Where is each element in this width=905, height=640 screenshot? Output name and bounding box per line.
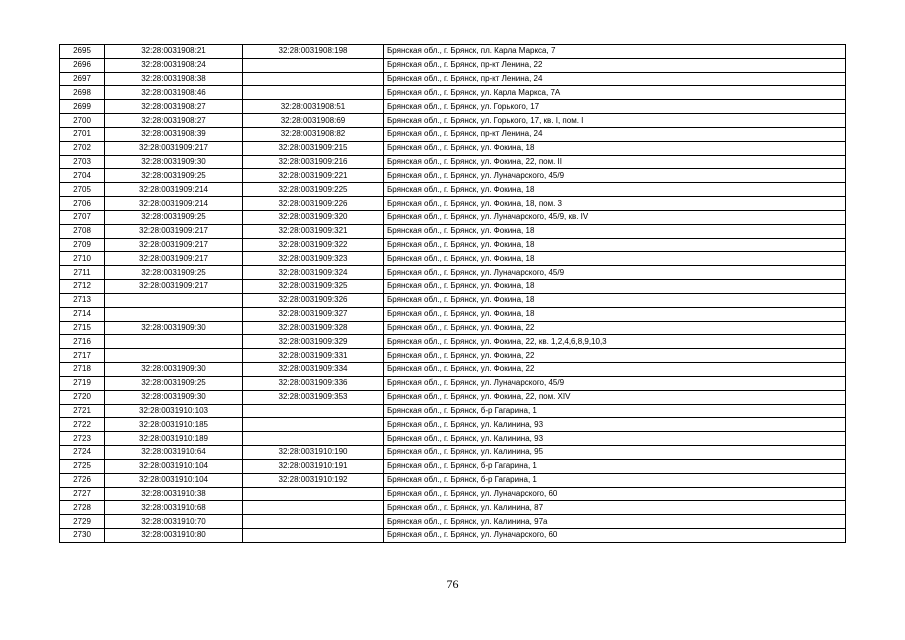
- address-cell: Брянская обл., г. Брянск, ул. Фокина, 22, кв. 1,2,4,6,8,9,10,3: [384, 335, 846, 349]
- row-number-cell: 2723: [60, 432, 105, 446]
- registry-table-body: [60, 45, 846, 543]
- address-cell: Брянская обл., г. Брянск, ул. Калинина, 87: [384, 501, 846, 515]
- address-cell: Брянская обл., г. Брянск, ул. Фокина, 18: [384, 141, 846, 155]
- address-cell: Брянская обл., г. Брянск, ул. Фокина, 22: [384, 349, 846, 363]
- table-row: [60, 293, 846, 307]
- table-row: [60, 197, 846, 211]
- table-row: [60, 155, 846, 169]
- building-cadastral-number-cell: [243, 432, 384, 446]
- address-cell: Брянская обл., г. Брянск, ул. Калинина, 97а: [384, 515, 846, 529]
- address-cell: Брянская обл., г. Брянск, ул. Фокина, 18: [384, 238, 846, 252]
- land-cadastral-number-cell: 32:28:0031909:214: [105, 183, 243, 197]
- address-cell: Брянская обл., г. Брянск, б-р Гагарина, 1: [384, 404, 846, 418]
- land-cadastral-number-cell: 32:28:0031910:104: [105, 459, 243, 473]
- land-cadastral-number-cell: 32:28:0031909:25: [105, 376, 243, 390]
- land-cadastral-number-cell: 32:28:0031910:104: [105, 473, 243, 487]
- building-cadastral-number-cell: 32:28:0031909:328: [243, 321, 384, 335]
- property-registry-table: [59, 44, 846, 543]
- row-number-cell: 2716: [60, 335, 105, 349]
- row-number-cell: 2721: [60, 404, 105, 418]
- land-cadastral-number-cell: 32:28:0031909:217: [105, 141, 243, 155]
- land-cadastral-number-cell: 32:28:0031909:30: [105, 390, 243, 404]
- land-cadastral-number-cell: 32:28:0031910:64: [105, 446, 243, 460]
- building-cadastral-number-cell: [243, 86, 384, 100]
- row-number-cell: 2725: [60, 459, 105, 473]
- table-row: [60, 335, 846, 349]
- table-row: [60, 280, 846, 294]
- building-cadastral-number-cell: 32:28:0031908:82: [243, 127, 384, 141]
- table-row: [60, 528, 846, 542]
- address-cell: Брянская обл., г. Брянск, б-р Гагарина, 1: [384, 459, 846, 473]
- building-cadastral-number-cell: 32:28:0031909:326: [243, 293, 384, 307]
- table-row: [60, 376, 846, 390]
- building-cadastral-number-cell: 32:28:0031909:320: [243, 210, 384, 224]
- building-cadastral-number-cell: 32:28:0031908:51: [243, 100, 384, 114]
- building-cadastral-number-cell: 32:28:0031909:331: [243, 349, 384, 363]
- address-cell: Брянская обл., г. Брянск, ул. Карла Маркса, 7А: [384, 86, 846, 100]
- land-cadastral-number-cell: 32:28:0031909:214: [105, 197, 243, 211]
- row-number-cell: 2697: [60, 72, 105, 86]
- land-cadastral-number-cell: 32:28:0031909:25: [105, 266, 243, 280]
- row-number-cell: 2705: [60, 183, 105, 197]
- table-row: [60, 404, 846, 418]
- row-number-cell: 2709: [60, 238, 105, 252]
- address-cell: Брянская обл., г. Брянск, ул. Фокина, 18: [384, 183, 846, 197]
- address-cell: Брянская обл., г. Брянск, пр-кт Ленина, 24: [384, 127, 846, 141]
- land-cadastral-number-cell: 32:28:0031908:27: [105, 114, 243, 128]
- table-row: [60, 183, 846, 197]
- land-cadastral-number-cell: 32:28:0031909:25: [105, 169, 243, 183]
- row-number-cell: 2706: [60, 197, 105, 211]
- land-cadastral-number-cell: 32:28:0031910:103: [105, 404, 243, 418]
- land-cadastral-number-cell: 32:28:0031909:217: [105, 280, 243, 294]
- building-cadastral-number-cell: 32:28:0031908:69: [243, 114, 384, 128]
- address-cell: Брянская обл., г. Брянск, ул. Луначарского, 45/9: [384, 266, 846, 280]
- building-cadastral-number-cell: 32:28:0031909:353: [243, 390, 384, 404]
- table-row: [60, 238, 846, 252]
- row-number-cell: 2700: [60, 114, 105, 128]
- building-cadastral-number-cell: 32:28:0031910:192: [243, 473, 384, 487]
- building-cadastral-number-cell: 32:28:0031909:322: [243, 238, 384, 252]
- building-cadastral-number-cell: [243, 528, 384, 542]
- land-cadastral-number-cell: 32:28:0031909:30: [105, 363, 243, 377]
- address-cell: Брянская обл., г. Брянск, пл. Карла Маркса, 7: [384, 45, 846, 59]
- row-number-cell: 2699: [60, 100, 105, 114]
- table-row: [60, 446, 846, 460]
- table-row: [60, 459, 846, 473]
- address-cell: Брянская обл., г. Брянск, ул. Луначарского, 45/9, кв. IV: [384, 210, 846, 224]
- address-cell: Брянская обл., г. Брянск, ул. Калинина, 93: [384, 432, 846, 446]
- land-cadastral-number-cell: 32:28:0031909:25: [105, 210, 243, 224]
- land-cadastral-number-cell: 32:28:0031908:38: [105, 72, 243, 86]
- land-cadastral-number-cell: 32:28:0031909:217: [105, 238, 243, 252]
- table-row: [60, 224, 846, 238]
- building-cadastral-number-cell: [243, 58, 384, 72]
- page-number: 76: [446, 577, 459, 591]
- row-number-cell: 2728: [60, 501, 105, 515]
- address-cell: Брянская обл., г. Брянск, ул. Фокина, 18, пом. 3: [384, 197, 846, 211]
- table-row: [60, 210, 846, 224]
- row-number-cell: 2704: [60, 169, 105, 183]
- row-number-cell: 2702: [60, 141, 105, 155]
- row-number-cell: 2722: [60, 418, 105, 432]
- address-cell: Брянская обл., г. Брянск, ул. Луначарского, 45/9: [384, 169, 846, 183]
- address-cell: Брянская обл., г. Брянск, ул. Фокина, 22, пом. XIV: [384, 390, 846, 404]
- row-number-cell: 2713: [60, 293, 105, 307]
- table-row: [60, 58, 846, 72]
- land-cadastral-number-cell: 32:28:0031909:217: [105, 252, 243, 266]
- address-cell: Брянская обл., г. Брянск, ул. Горького, 17, кв. I, пом. I: [384, 114, 846, 128]
- table-row: [60, 114, 846, 128]
- building-cadastral-number-cell: 32:28:0031909:226: [243, 197, 384, 211]
- building-cadastral-number-cell: 32:28:0031910:190: [243, 446, 384, 460]
- row-number-cell: 2696: [60, 58, 105, 72]
- building-cadastral-number-cell: 32:28:0031909:221: [243, 169, 384, 183]
- row-number-cell: 2715: [60, 321, 105, 335]
- address-cell: Брянская обл., г. Брянск, ул. Горького, 17: [384, 100, 846, 114]
- row-number-cell: 2708: [60, 224, 105, 238]
- table-row: [60, 487, 846, 501]
- address-cell: Брянская обл., г. Брянск, ул. Фокина, 18: [384, 224, 846, 238]
- address-cell: Брянская обл., г. Брянск, пр-кт Ленина, 22: [384, 58, 846, 72]
- land-cadastral-number-cell: [105, 307, 243, 321]
- building-cadastral-number-cell: 32:28:0031909:324: [243, 266, 384, 280]
- address-cell: Брянская обл., г. Брянск, ул. Калинина, 95: [384, 446, 846, 460]
- table-row: [60, 349, 846, 363]
- row-number-cell: 2726: [60, 473, 105, 487]
- row-number-cell: 2727: [60, 487, 105, 501]
- building-cadastral-number-cell: [243, 418, 384, 432]
- table-row: [60, 307, 846, 321]
- land-cadastral-number-cell: 32:28:0031910:189: [105, 432, 243, 446]
- table-row: [60, 473, 846, 487]
- land-cadastral-number-cell: 32:28:0031910:70: [105, 515, 243, 529]
- address-cell: Брянская обл., г. Брянск, ул. Фокина, 22: [384, 321, 846, 335]
- land-cadastral-number-cell: 32:28:0031910:38: [105, 487, 243, 501]
- land-cadastral-number-cell: 32:28:0031908:46: [105, 86, 243, 100]
- building-cadastral-number-cell: [243, 501, 384, 515]
- row-number-cell: 2720: [60, 390, 105, 404]
- table-row: [60, 266, 846, 280]
- building-cadastral-number-cell: 32:28:0031910:191: [243, 459, 384, 473]
- land-cadastral-number-cell: [105, 349, 243, 363]
- address-cell: Брянская обл., г. Брянск, ул. Фокина, 18: [384, 280, 846, 294]
- table-row: [60, 252, 846, 266]
- land-cadastral-number-cell: 32:28:0031908:39: [105, 127, 243, 141]
- row-number-cell: 2698: [60, 86, 105, 100]
- land-cadastral-number-cell: 32:28:0031910:185: [105, 418, 243, 432]
- row-number-cell: 2724: [60, 446, 105, 460]
- address-cell: Брянская обл., г. Брянск, ул. Фокина, 22: [384, 363, 846, 377]
- building-cadastral-number-cell: 32:28:0031908:198: [243, 45, 384, 59]
- table-row: [60, 100, 846, 114]
- table-row: [60, 363, 846, 377]
- table-row: [60, 515, 846, 529]
- land-cadastral-number-cell: 32:28:0031908:27: [105, 100, 243, 114]
- table-row: [60, 169, 846, 183]
- building-cadastral-number-cell: 32:28:0031909:216: [243, 155, 384, 169]
- land-cadastral-number-cell: 32:28:0031910:80: [105, 528, 243, 542]
- address-cell: Брянская обл., г. Брянск, б-р Гагарина, 1: [384, 473, 846, 487]
- table-row: [60, 321, 846, 335]
- address-cell: Брянская обл., г. Брянск, ул. Фокина, 18: [384, 252, 846, 266]
- building-cadastral-number-cell: 32:28:0031909:325: [243, 280, 384, 294]
- table-row: [60, 390, 846, 404]
- building-cadastral-number-cell: 32:28:0031909:323: [243, 252, 384, 266]
- land-cadastral-number-cell: 32:28:0031908:24: [105, 58, 243, 72]
- land-cadastral-number-cell: 32:28:0031910:68: [105, 501, 243, 515]
- address-cell: Брянская обл., г. Брянск, ул. Фокина, 18: [384, 307, 846, 321]
- table-row: [60, 418, 846, 432]
- table-row: [60, 127, 846, 141]
- land-cadastral-number-cell: 32:28:0031909:30: [105, 155, 243, 169]
- row-number-cell: 2707: [60, 210, 105, 224]
- building-cadastral-number-cell: 32:28:0031909:327: [243, 307, 384, 321]
- address-cell: Брянская обл., г. Брянск, ул. Луначарского, 60: [384, 528, 846, 542]
- row-number-cell: 2730: [60, 528, 105, 542]
- address-cell: Брянская обл., г. Брянск, ул. Луначарского, 45/9: [384, 376, 846, 390]
- building-cadastral-number-cell: [243, 72, 384, 86]
- row-number-cell: 2703: [60, 155, 105, 169]
- building-cadastral-number-cell: [243, 515, 384, 529]
- address-cell: Брянская обл., г. Брянск, ул. Фокина, 22, пом. II: [384, 155, 846, 169]
- building-cadastral-number-cell: 32:28:0031909:329: [243, 335, 384, 349]
- building-cadastral-number-cell: 32:28:0031909:334: [243, 363, 384, 377]
- row-number-cell: 2712: [60, 280, 105, 294]
- address-cell: Брянская обл., г. Брянск, ул. Луначарского, 60: [384, 487, 846, 501]
- row-number-cell: 2711: [60, 266, 105, 280]
- table-row: [60, 432, 846, 446]
- row-number-cell: 2719: [60, 376, 105, 390]
- row-number-cell: 2701: [60, 127, 105, 141]
- row-number-cell: 2718: [60, 363, 105, 377]
- table-row: [60, 45, 846, 59]
- land-cadastral-number-cell: 32:28:0031908:21: [105, 45, 243, 59]
- building-cadastral-number-cell: 32:28:0031909:225: [243, 183, 384, 197]
- land-cadastral-number-cell: 32:28:0031909:217: [105, 224, 243, 238]
- building-cadastral-number-cell: [243, 487, 384, 501]
- address-cell: Брянская обл., г. Брянск, ул. Калинина, 93: [384, 418, 846, 432]
- building-cadastral-number-cell: 32:28:0031909:321: [243, 224, 384, 238]
- building-cadastral-number-cell: 32:28:0031909:336: [243, 376, 384, 390]
- land-cadastral-number-cell: [105, 293, 243, 307]
- row-number-cell: 2714: [60, 307, 105, 321]
- building-cadastral-number-cell: [243, 404, 384, 418]
- row-number-cell: 2729: [60, 515, 105, 529]
- table-row: [60, 501, 846, 515]
- building-cadastral-number-cell: 32:28:0031909:215: [243, 141, 384, 155]
- land-cadastral-number-cell: 32:28:0031909:30: [105, 321, 243, 335]
- table-row: [60, 86, 846, 100]
- table-row: [60, 141, 846, 155]
- address-cell: Брянская обл., г. Брянск, пр-кт Ленина, 24: [384, 72, 846, 86]
- row-number-cell: 2710: [60, 252, 105, 266]
- row-number-cell: 2695: [60, 45, 105, 59]
- table-row: [60, 72, 846, 86]
- land-cadastral-number-cell: [105, 335, 243, 349]
- address-cell: Брянская обл., г. Брянск, ул. Фокина, 18: [384, 293, 846, 307]
- row-number-cell: 2717: [60, 349, 105, 363]
